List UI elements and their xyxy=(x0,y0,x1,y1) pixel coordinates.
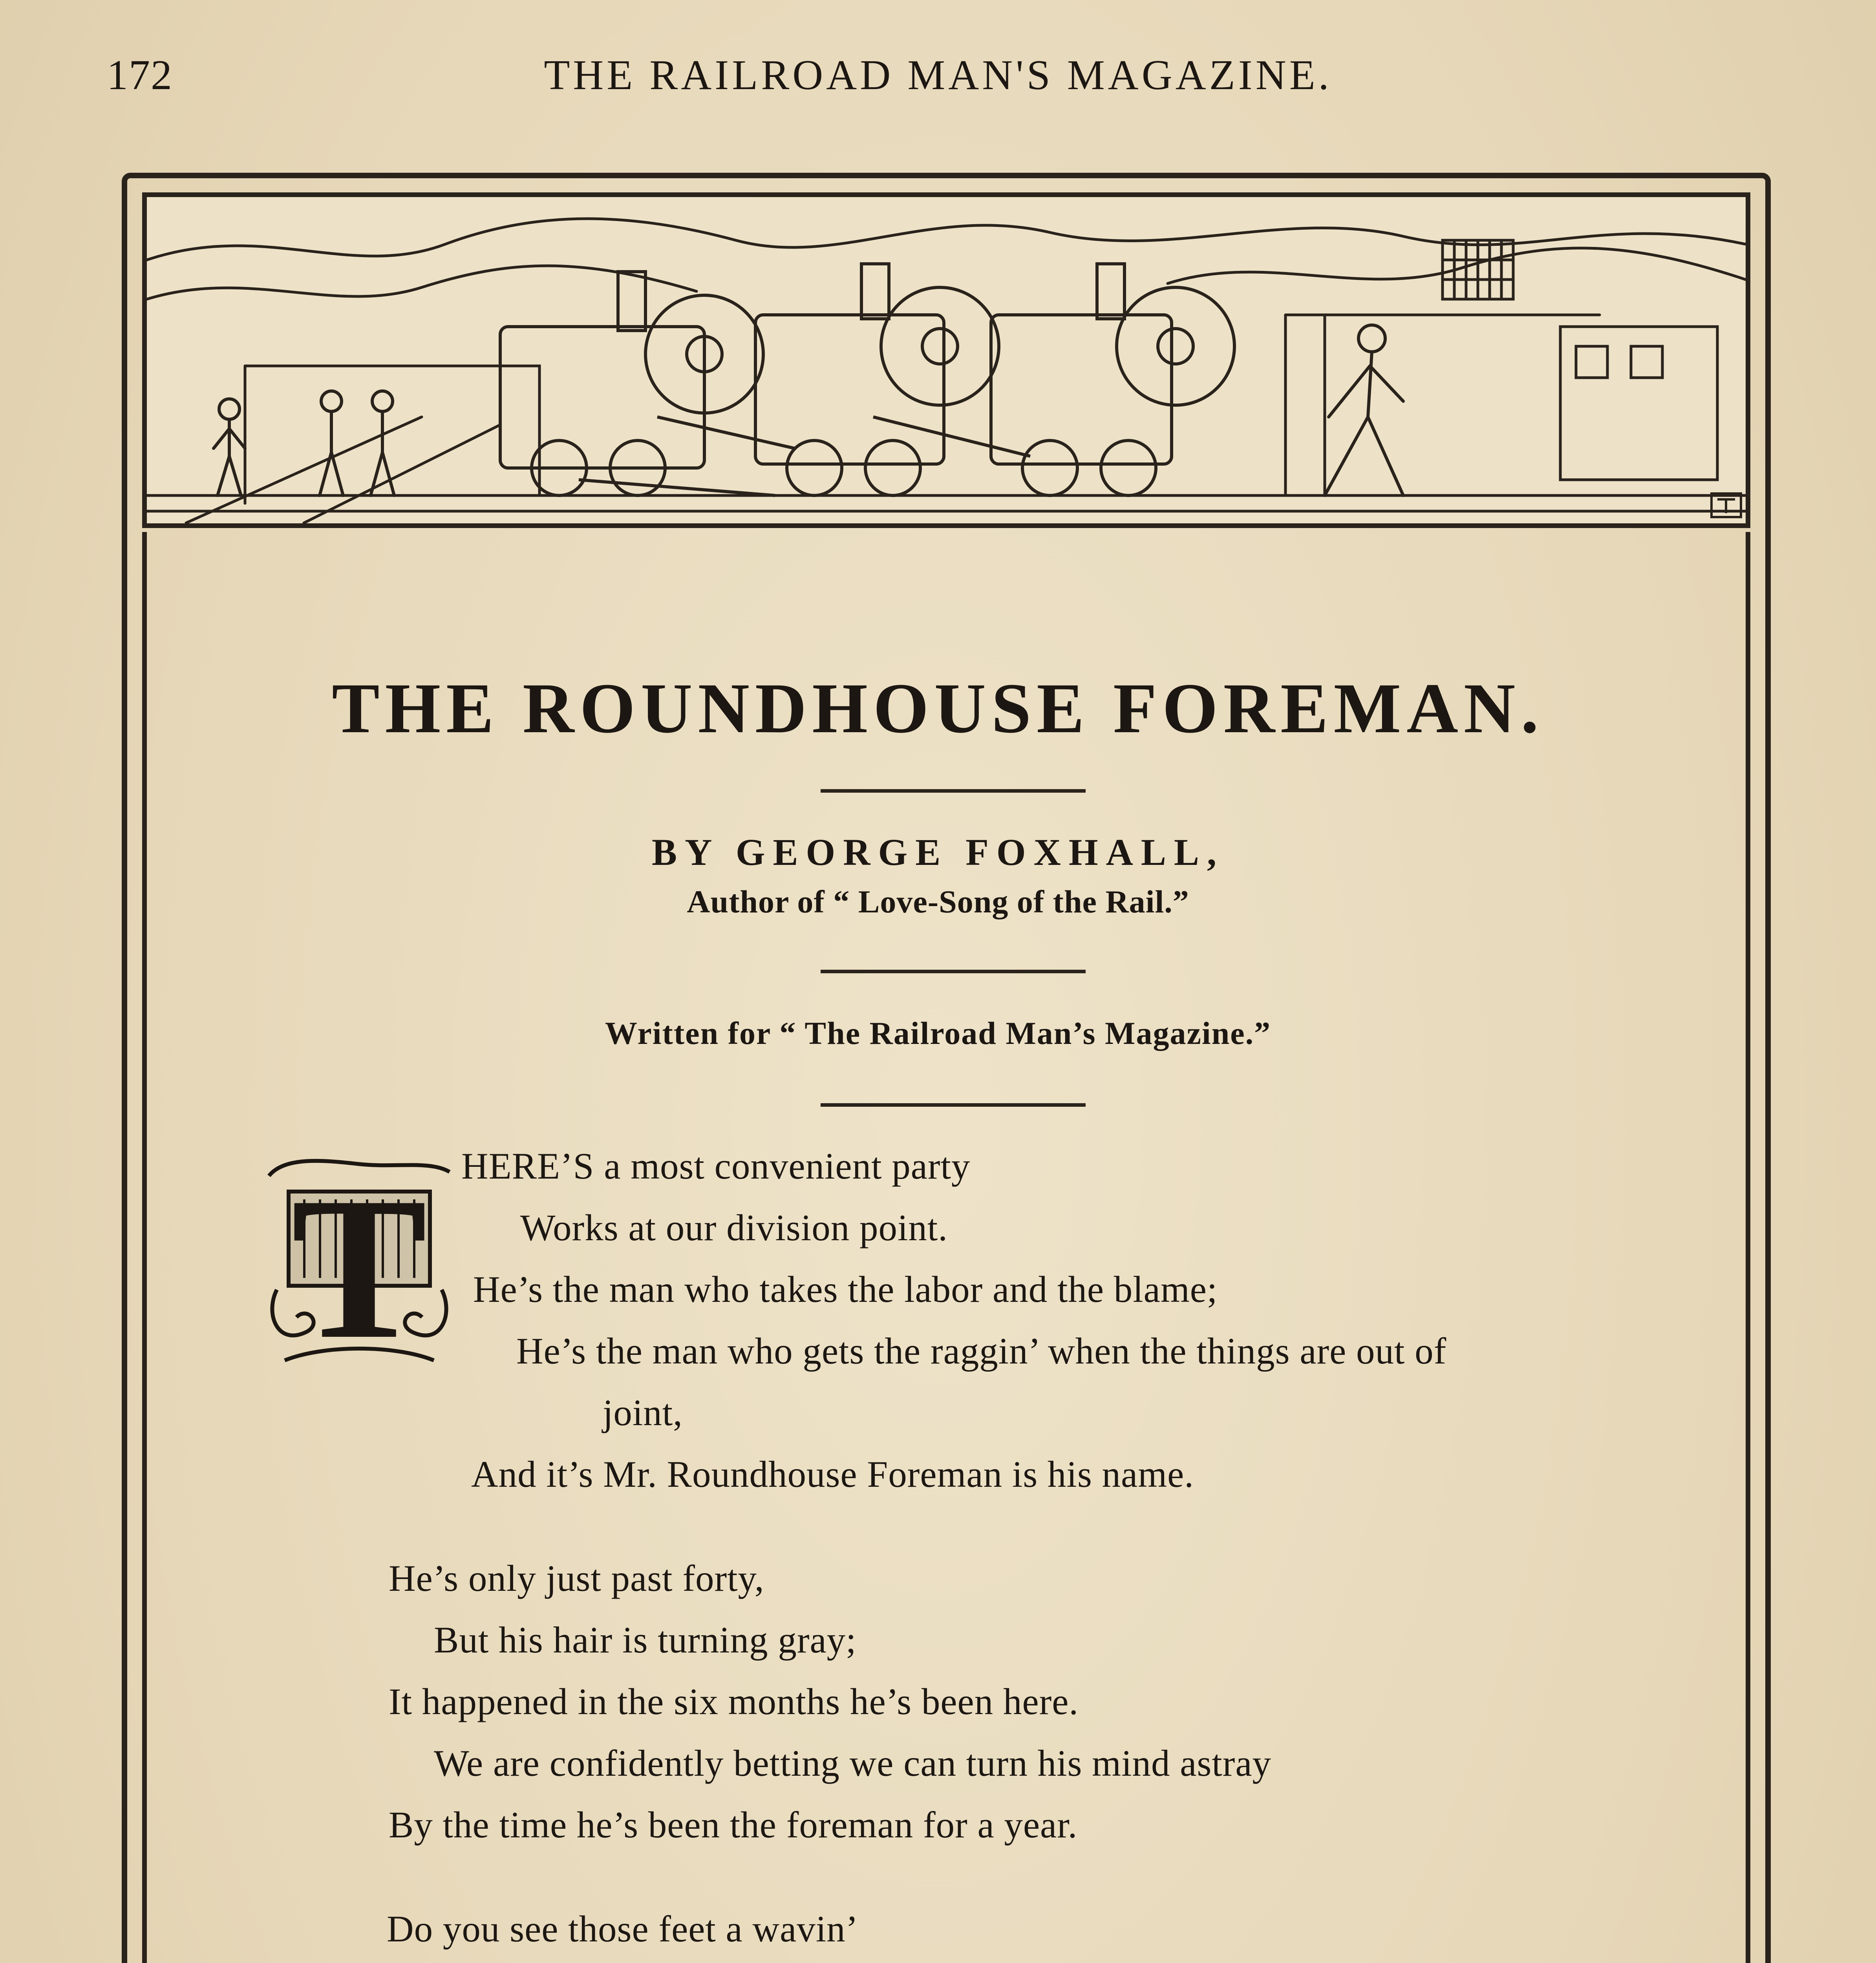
header-illustration-band xyxy=(142,192,1750,528)
stanza-1-line-3: He’s the man who takes the labor and the blame; xyxy=(473,1268,1218,1310)
written-for-note: Written for “ The Railroad Man’s Magazine.” xyxy=(605,1015,1271,1051)
byline-rule xyxy=(821,970,1086,973)
stanza-1-line-5: joint, xyxy=(603,1392,683,1433)
stanza-2-line-1: He’s only just past forty, xyxy=(389,1557,764,1599)
ornamental-drop-cap xyxy=(261,1148,457,1368)
stanza-1-line-1: HERE’S a most convenient party xyxy=(461,1145,971,1187)
stanza-1-line-4: He’s the man who gets the raggin’ when the things are out of xyxy=(516,1330,1447,1372)
stanza-2-line-4: We are confidently betting we can turn his mind astray xyxy=(434,1742,1272,1784)
locomotive-roundhouse-illustration xyxy=(147,197,1746,523)
stanza-2-line-2: But his hair is turning gray; xyxy=(434,1619,857,1661)
running-title: THE RAILROAD MAN'S MAGAZINE. xyxy=(544,52,1332,99)
author-note: Author of “ Love-Song of the Rail.” xyxy=(687,884,1189,919)
intro-rule xyxy=(821,1103,1086,1107)
stanza-2-line-5: By the time he’s been the foreman for a year. xyxy=(389,1804,1078,1846)
stanza-2-line-3: It happened in the six months he’s been here. xyxy=(389,1681,1079,1722)
title-rule xyxy=(821,789,1086,793)
drop-cap-letter: T xyxy=(291,1155,428,1368)
stanza-3-line-1: Do you see those feet a wavin’ xyxy=(387,1908,859,1950)
stanza-1-line-6: And it’s Mr. Roundhouse Foreman is his name. xyxy=(471,1453,1194,1495)
byline: BY GEORGE FOXHALL, xyxy=(652,831,1224,873)
stanza-1-line-2: Works at our division point. xyxy=(520,1207,948,1248)
page-number: 172 xyxy=(107,52,173,99)
poem-title: THE ROUNDHOUSE FOREMAN. xyxy=(332,669,1544,748)
